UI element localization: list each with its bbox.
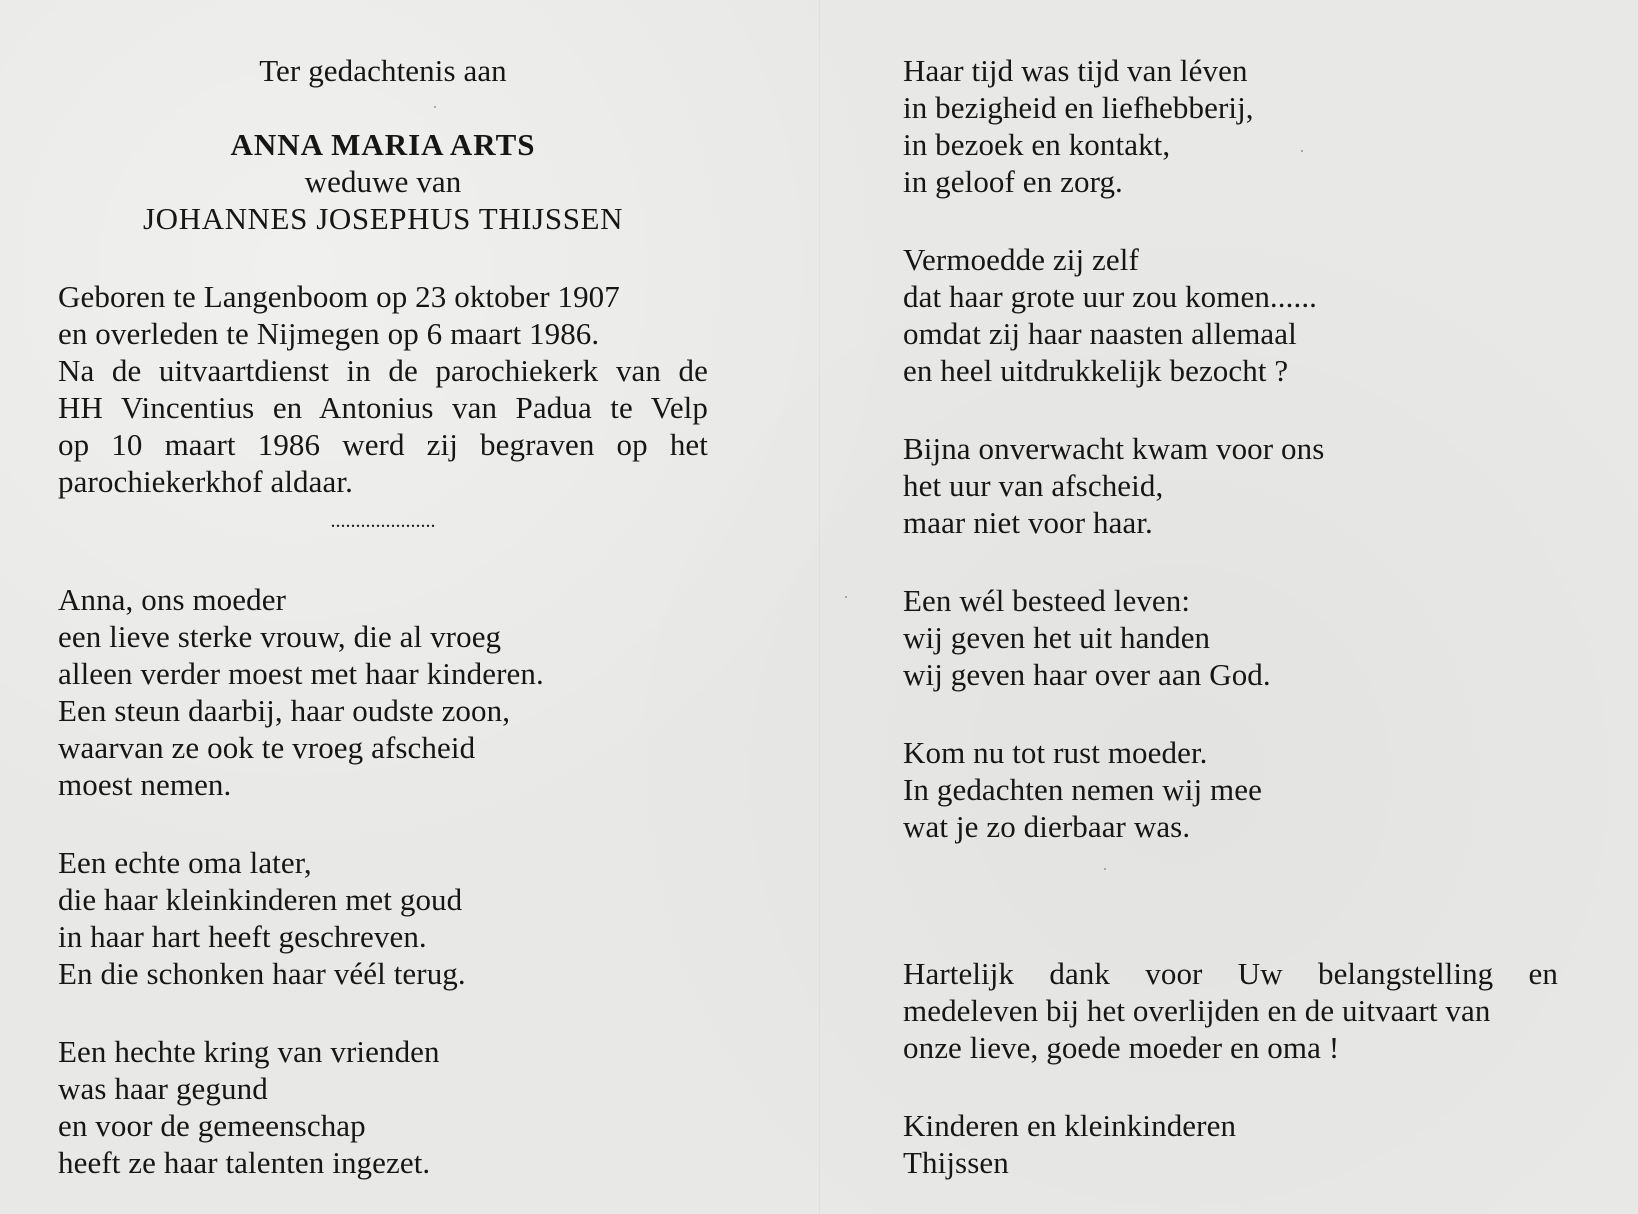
- poem-line: was haar gegund: [58, 1071, 268, 1106]
- poem-line: het uur van afscheid,: [903, 468, 1164, 503]
- poem-line: wij geven het uit handen: [903, 620, 1211, 655]
- poem-line: Een steun daarbij, haar oudste zoon,: [58, 693, 511, 728]
- thanks-line: medeleven bij het overlijden en de uitvaart van: [903, 993, 1491, 1028]
- poem-line: in haar hart heeft geschreven.: [58, 919, 427, 954]
- poem-line: omdat zij haar naasten allemaal: [903, 316, 1297, 351]
- print-speck: [1104, 868, 1106, 870]
- poem-line: heeft ze haar talenten ingezet.: [58, 1145, 431, 1180]
- poem-line: Een echte oma later,: [58, 845, 312, 880]
- poem-line: in bezigheid en liefhebberij,: [903, 90, 1254, 125]
- poem-line: dat haar grote uur zou komen......: [903, 279, 1318, 314]
- poem-line: maar niet voor haar.: [903, 505, 1153, 540]
- biography-line: en overleden te Nijmegen op 6 maart 1986.: [58, 316, 600, 351]
- print-speck: [1301, 150, 1303, 152]
- poem-line: die haar kleinkinderen met goud: [58, 882, 463, 917]
- poem-line: in geloof en zorg.: [903, 164, 1123, 199]
- spouse-name: JOHANNES JOSEPHUS THIJSSEN: [142, 201, 624, 236]
- poem-line: waarvan ze ook te vroeg afscheid: [58, 730, 476, 765]
- biography-line: parochiekerkhof aldaar.: [58, 464, 353, 499]
- biography-line: op 10 maart 1986 werd zij begraven op het: [58, 427, 708, 462]
- poem-line: Haar tijd was tijd van léven: [903, 53, 1248, 88]
- signature-line: Kinderen en kleinkinderen: [903, 1108, 1237, 1143]
- thanks-line: onze lieve, goede moeder en oma !: [903, 1030, 1340, 1065]
- left-panel: [58, 0, 708, 1214]
- poem-line: In gedachten nemen wij mee: [903, 772, 1262, 807]
- right-panel: [903, 0, 1558, 1214]
- card-fold: [819, 0, 820, 1214]
- poem-line: in bezoek en kontakt,: [903, 127, 1171, 162]
- deceased-name: ANNA MARIA ARTS: [230, 127, 536, 162]
- poem-line: Een wél besteed leven:: [903, 583, 1191, 618]
- thanks-line: Hartelijk dank voor Uw belangstelling en: [903, 956, 1558, 991]
- memorial-heading: Ter gedachtenis aan: [259, 53, 507, 88]
- biography-line: Geboren te Langenboom op 23 oktober 1907: [58, 279, 620, 314]
- poem-line: moest nemen.: [58, 767, 232, 802]
- signature-line: Thijssen: [903, 1145, 1009, 1180]
- poem-line: en voor de gemeenschap: [58, 1108, 366, 1143]
- relation-text: weduwe van: [304, 164, 462, 199]
- print-speck: [845, 596, 847, 598]
- poem-line: En die schonken haar véél terug.: [58, 956, 466, 991]
- poem-line: Kom nu tot rust moeder.: [903, 735, 1208, 770]
- poem-line: wij geven haar over aan God.: [903, 657, 1271, 692]
- biography-line: Na de uitvaartdienst in de parochiekerk van de: [58, 353, 708, 388]
- separator-dots: .....................: [330, 510, 436, 532]
- poem-line: Vermoedde zij zelf: [903, 242, 1139, 277]
- poem-line: Een hechte kring van vrienden: [58, 1034, 440, 1069]
- poem-line: Bijna onverwacht kwam voor ons: [903, 431, 1325, 466]
- poem-line: Anna, ons moeder: [58, 582, 287, 617]
- poem-line: een lieve sterke vrouw, die al vroeg: [58, 619, 502, 654]
- biography-line: HH Vincentius en Antonius van Padua te Velp: [58, 390, 708, 425]
- poem-line: wat je zo dierbaar was.: [903, 809, 1191, 844]
- print-speck: [434, 106, 436, 108]
- poem-line: alleen verder moest met haar kinderen.: [58, 656, 544, 691]
- poem-line: en heel uitdrukkelijk bezocht ?: [903, 353, 1289, 388]
